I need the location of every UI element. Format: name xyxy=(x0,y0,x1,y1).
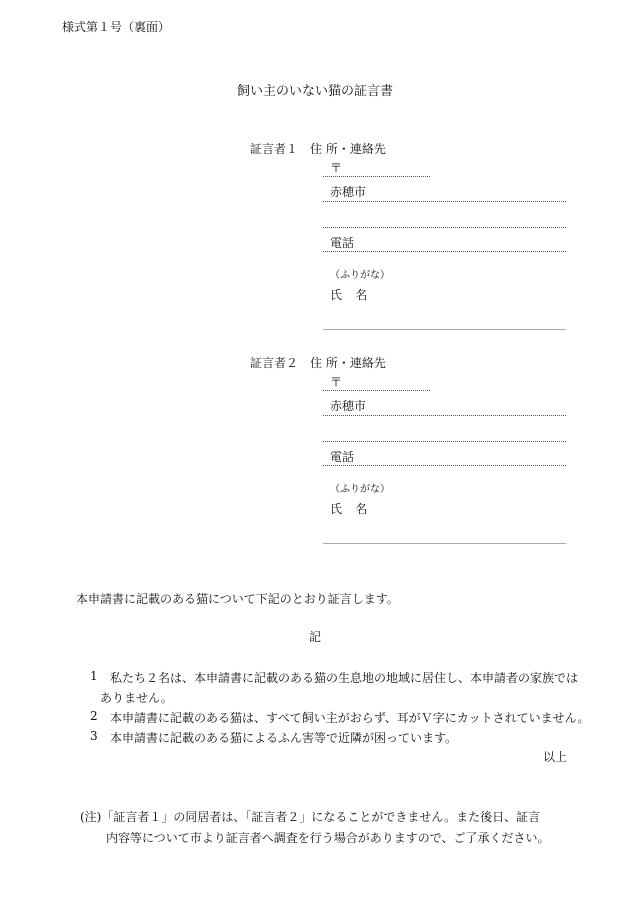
witness-1-phone-label: 電話 xyxy=(330,236,355,250)
witness-1-postal-mark: 〒 xyxy=(330,161,343,175)
witness-2-name-field[interactable] xyxy=(323,543,566,544)
witness-1-name-field[interactable] xyxy=(323,329,566,330)
form-number: 様式第１号（裏面） xyxy=(62,20,171,34)
witness-1-label: 証言者１ xyxy=(250,142,299,156)
witness-1-phone-field[interactable] xyxy=(323,251,566,252)
page-title: 飼い主のいない猫の証言書 xyxy=(236,84,393,99)
item-3-number: 3 xyxy=(90,729,98,743)
witness-2-address-label: 住 所・連絡先 xyxy=(310,356,386,370)
witness-1-city: 赤穂市 xyxy=(330,185,367,199)
witness-2-address-field-1[interactable] xyxy=(323,415,566,416)
witness-2-label: 証言者２ xyxy=(250,356,299,370)
witness-2-phone-label: 電話 xyxy=(330,450,355,464)
statement-text: 本申請書に記載のある猫について下記のとおり証言します。 xyxy=(76,592,399,606)
witness-2-city: 赤穂市 xyxy=(330,399,367,413)
note-line-2: 内容等について市より証言者へ調査を行う場合がありますので、ご了承ください。 xyxy=(106,831,550,845)
item-1-line-2: ありません。 xyxy=(100,691,173,705)
witness-1-address-field-2[interactable] xyxy=(323,227,566,228)
witness-1-postal-field[interactable] xyxy=(323,176,430,177)
witness-2-name-label: 氏名 xyxy=(330,502,381,516)
ijo-closing: 以上 xyxy=(543,750,568,764)
witness-1-address-label: 住 所・連絡先 xyxy=(310,142,386,156)
item-2-line-1: 本申請書に記載のある猫は、すべて飼い主がおらず、耳がＶ字にカットされていません。 xyxy=(110,711,590,725)
witness-2-address-field-2[interactable] xyxy=(323,441,566,442)
ki-heading: 記 xyxy=(308,630,321,644)
item-3-line-1: 本申請書に記載のある猫によるふん害等で近隣が困っています。 xyxy=(110,731,458,745)
item-1-line-1: 私たち２名は、本申請書に記載のある猫の生息地の地域に居住し、本申請者の家族では xyxy=(110,671,579,685)
witness-2-postal-field[interactable] xyxy=(323,390,430,391)
witness-1-address-field-1[interactable] xyxy=(323,201,566,202)
witness-2-postal-mark: 〒 xyxy=(330,375,343,389)
note-line-1: (注)「証言者１」の同居者は、「証言者２」になることができません。また後日、証言 xyxy=(80,810,541,824)
item-1-number: 1 xyxy=(90,669,98,683)
witness-2-phone-field[interactable] xyxy=(323,465,566,466)
item-2-number: 2 xyxy=(90,709,98,723)
witness-1-name-label: 氏名 xyxy=(330,288,381,302)
witness-2-furigana-label: （ふりがな） xyxy=(330,484,390,495)
witness-1-furigana-label: （ふりがな） xyxy=(330,270,390,281)
